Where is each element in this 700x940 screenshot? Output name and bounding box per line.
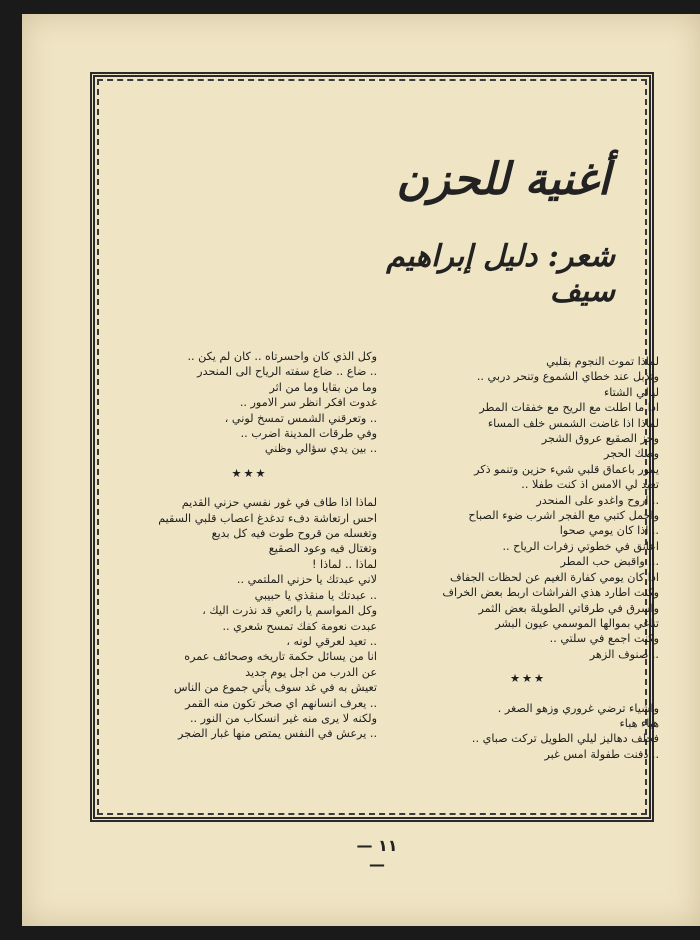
poem-line: ولكنه لا يرى منه غير انسكاب من النور .. bbox=[189, 711, 377, 725]
poem-line: لاني عبدتك يا حزني الملتمي .. bbox=[236, 573, 377, 587]
poem-line: فخلف دهاليز ليلي الطويل تركت صباي .. bbox=[471, 732, 659, 746]
poem-line: احس ارتعاشة دفء تدغدغ اعصاب قلبي السقيم bbox=[158, 511, 377, 525]
poem-title: أغنية للحزن bbox=[396, 154, 610, 205]
poem-line: تناغي بموالها الموسمي عيون البشر bbox=[495, 616, 659, 630]
poem-line: وفي طرقات المدينة اضرب .. bbox=[240, 427, 377, 441]
section-divider: ★★★ bbox=[509, 672, 547, 686]
poem-line: تعيش به في غد سوف يأتي جموع من الناس bbox=[173, 681, 377, 695]
magazine-page bbox=[22, 14, 700, 926]
poem-line: .. تعيد لعرقي لونه ، bbox=[286, 634, 377, 648]
poem-line: اذا ما اطلت مع الريح مع خفقات المطر bbox=[479, 401, 659, 415]
poem-line: غدوت افكر انظر سر الامور .. bbox=[239, 396, 377, 410]
page-number: — ١١ — bbox=[356, 836, 398, 874]
poem-line: .. اروح واغدو على المنحدر bbox=[536, 493, 659, 507]
poem-line: لماذا اذا غاضت الشمس خلف المساء bbox=[487, 416, 659, 430]
poem-line: .. دفنت طفولة امس غبر bbox=[544, 747, 659, 761]
poem-line: عبدت نعومة كفك تمسح شعري .. bbox=[222, 619, 377, 633]
poem-line: .. يرعش في النفس يمتص منها غبار الضجر bbox=[178, 727, 377, 741]
poem-line: وكنت اطارد هذي الفراشات اربط بعض الخراف bbox=[442, 586, 659, 600]
poem-line: وكنت اجمع في سلتي .. bbox=[549, 632, 659, 646]
poem-line: ... واقبض حب المطر bbox=[560, 555, 659, 569]
poem-line: .. صنوف الزهر bbox=[589, 647, 659, 661]
poem-line: تعيد لي الامس اذ كنت طفلا .. bbox=[521, 478, 659, 492]
poem-line: واشياء ترضي غروري وزهو الصغر . bbox=[497, 701, 659, 715]
poem-line: لماذا اذا طاف في غور نفسي حزني القديم bbox=[181, 496, 377, 510]
poem-line: وكل الذي كان واحسرتاه .. كان لم يكن .. bbox=[187, 350, 377, 363]
poem-line: .. ضاع .. ضاع سفته الرياح الى المنحدر bbox=[197, 365, 377, 379]
poem-line: ليالي الشتاء bbox=[603, 385, 659, 399]
poem-line: لماذا تموت النجوم بقلبي bbox=[546, 355, 659, 368]
poem-line: .. بين يدي سؤالي وظني bbox=[264, 442, 377, 456]
poem-line: .. يعرف انسانهم اي صخر تكون منه القمر bbox=[185, 696, 377, 710]
poem-line: يمور باعماق قلبي شيء حزين وتنمو ذكر bbox=[474, 462, 659, 476]
poem-line: وما من بقايا وما من اثر bbox=[269, 380, 377, 394]
poem-line: وتغسله من قروح طوت فيه كل بديع bbox=[211, 527, 377, 541]
poem-left-column bbox=[122, 349, 377, 742]
poem-line: لماذا .. لماذا ! bbox=[311, 557, 377, 571]
poem-line: .. وتعرقني الشمس تمسخ لوني ، bbox=[224, 411, 377, 425]
poem-byline: شعر: دليل إبراهيم سيف bbox=[386, 239, 615, 309]
poem-line: وحز الصقيع عروق الشجر bbox=[541, 432, 659, 446]
poem-line: اعانق في خطوتي زفرات الرياح .. bbox=[502, 539, 659, 553]
poem-line: انا من يسائل حكمة تاريخه وصحائف عمره bbox=[184, 650, 377, 664]
poem-line: وصك الحجر bbox=[603, 447, 659, 461]
poem-line: هباء هباء bbox=[619, 716, 659, 730]
poem-line: واسرق في طرقاتي الطويلة بعض الثمر bbox=[478, 601, 659, 615]
poem-right-column bbox=[397, 354, 659, 762]
poem-line: .. اذا كان يومي صحوا bbox=[559, 524, 659, 538]
poem-line: واحمل كتبي مع الفجر اشرب ضوء الصباح bbox=[468, 509, 659, 523]
poem-line: وتذبل عند خطاي الشموع وتنحر دربي .. bbox=[476, 370, 659, 384]
poem-line: اذا كان يومي كفارة الغيم عن لحظات الجفاف bbox=[450, 570, 659, 584]
poem-line: .. عبدتك يا منقذي يا حبيبي bbox=[254, 588, 377, 602]
poem-line: عن الدرب من اجل يوم جديد bbox=[245, 665, 377, 679]
poem-line: وكل المواسم يا رائعي قد نذرت اليك ، bbox=[202, 604, 377, 618]
section-divider: ★★★ bbox=[231, 466, 268, 480]
poem-line: وتغتال فيه وعود الصقيع bbox=[268, 542, 377, 556]
